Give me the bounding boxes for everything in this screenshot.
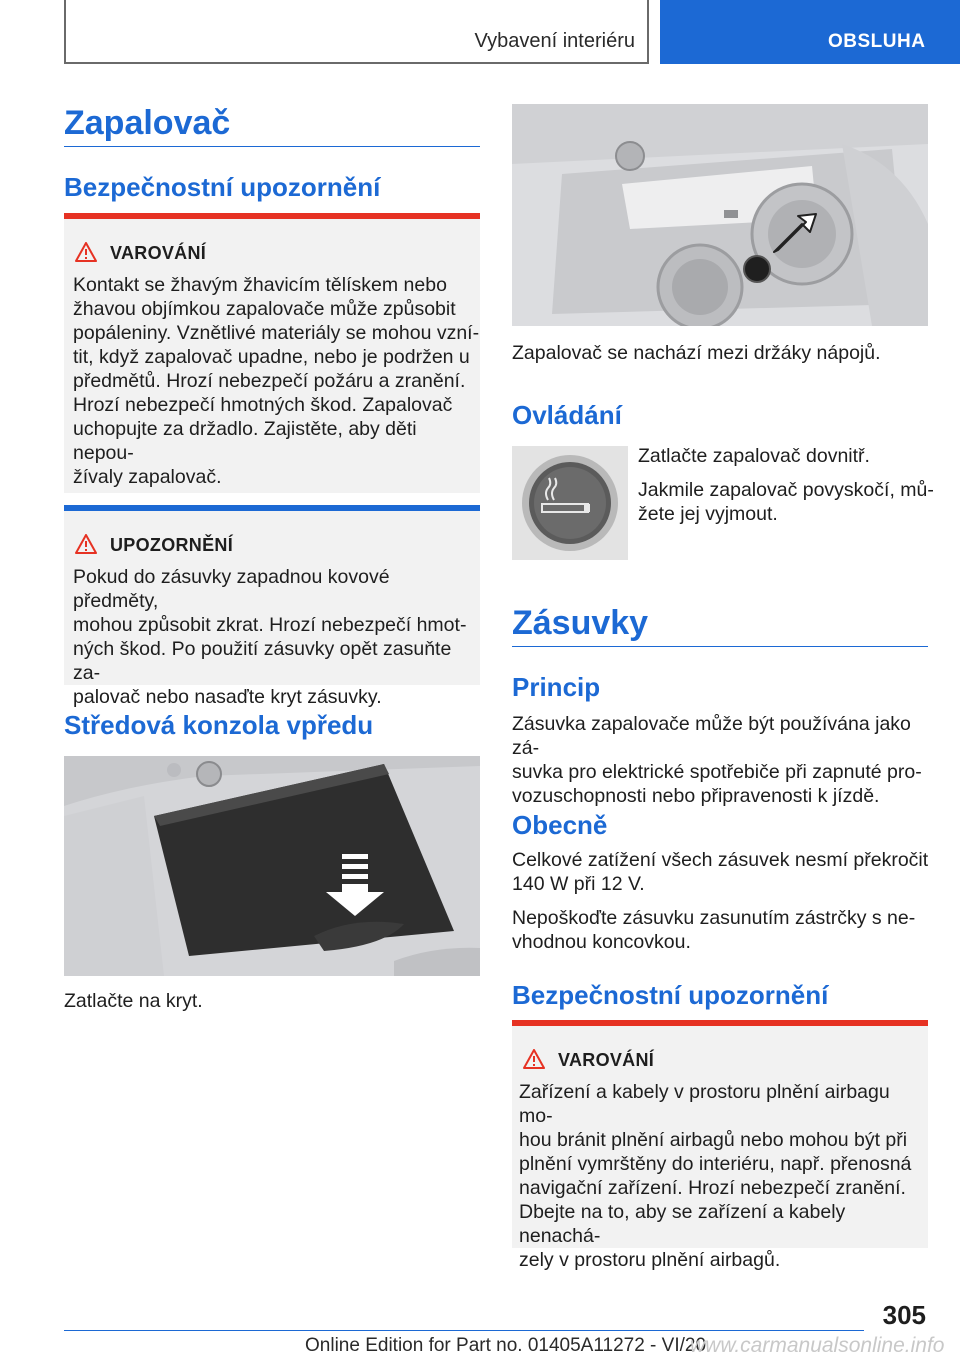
warning-triangle-icon	[75, 242, 97, 262]
notice-bar	[64, 505, 480, 511]
general-heading: Obecně	[512, 810, 608, 840]
principle-text: Zásuvka zapalovače může být používána jako zá- suvka pro elektrické spotřebiče při zapnuté pro- vozuschopnosti nebo připravenosti k jízdě.	[512, 713, 922, 807]
warning-text: Kontakt se žhavým žhavicím tělískem nebo žhavou objímkou zapalovače může způsobit popáleniny. Vznětlivé materiály se mohou vzní- tit, když zapalovač upadne, nebo je podržen u předmětů. Hrozí nebezpečí požáru a zranění. Hrozí nebezpečí hmotných škod. Zapalovač uchopujte za držadlo. Zajistěte, aby děti nepou- žívaly zapalovač.	[73, 274, 480, 488]
sockets-safety-heading: Bezpečnostní upozornění	[512, 980, 829, 1010]
sockets-warning-box	[512, 1020, 928, 1271]
notice-box	[64, 505, 480, 708]
notice-triangle-icon	[75, 534, 97, 554]
principle-heading: Princip	[512, 672, 601, 702]
warning-box	[64, 213, 480, 493]
sockets-rule	[512, 646, 928, 647]
sockets-title: Zásuvky	[512, 604, 649, 642]
notice-text: Pokud do zásuvky zapadnou kovové předměty, mohou způsobit zkrat. Hrozí nebezpečí hmot- ných škod. Po použití zásuvky opět zasuňte za- palovač nebo nasaďte kryt zásuvky.	[73, 566, 467, 708]
sockets-warning-bar	[512, 1020, 928, 1026]
header-chapter-label: OBSLUHA	[828, 31, 926, 52]
lighter-location-caption: Zapalovač se nachází mezi držáky nápojů.	[512, 342, 881, 364]
console-caption: Zatlačte na kryt.	[64, 990, 203, 1012]
footer-rule	[64, 1330, 864, 1331]
lighter-button-photo	[512, 446, 628, 560]
lighter-location-photo	[512, 104, 928, 326]
sockets-warning-title: VAROVÁNÍ	[558, 1050, 655, 1070]
header-section-tab	[64, 0, 649, 64]
watermark: www.carmanualsonline.info	[690, 1334, 945, 1357]
title-rule	[64, 146, 480, 147]
section-title-lighter: Zapalovač	[64, 104, 231, 142]
notice-title: UPOZORNĚNÍ	[110, 535, 234, 555]
page-number: 305	[882, 1300, 926, 1330]
footer-edition: Online Edition for Part no. 01405A11272 - VI/20	[305, 1335, 707, 1356]
console-photo	[64, 756, 480, 976]
header-chapter-tab	[660, 0, 960, 64]
operation-heading: Ovládání	[512, 400, 622, 430]
sockets-warning-text: Zařízení a kabely v prostoru plnění airbagu mo- hou bránit plnění airbagů nebo mohou být při plnění vymrštěny do interiéru, např. přenosná navigační zařízení. Hrozí nebezpečí zranění. Dbejte na to, aby se zařízení a kabely nenachá- zely v prostoru plnění airbagů.	[519, 1081, 912, 1271]
warning-bar	[64, 213, 480, 219]
operation-text: Zatlačte zapalovač dovnitř. Jakmile zapalovač povyskočí, mů- žete jej vyjmout.	[638, 445, 934, 525]
warning-title: VAROVÁNÍ	[110, 243, 207, 263]
safety-heading: Bezpečnostní upozornění	[64, 172, 381, 202]
header-section-label: Vybavení interiéru	[474, 30, 635, 52]
sockets-warning-triangle-icon	[523, 1049, 545, 1069]
general-text: Celkové zatížení všech zásuvek nesmí překročit 140 W při 12 V. Nepoškoďte zásuvku zasunutím zástrčky s ne- vhodnou koncovkou.	[512, 849, 929, 953]
console-heading: Středová konzola vpředu	[64, 710, 374, 740]
